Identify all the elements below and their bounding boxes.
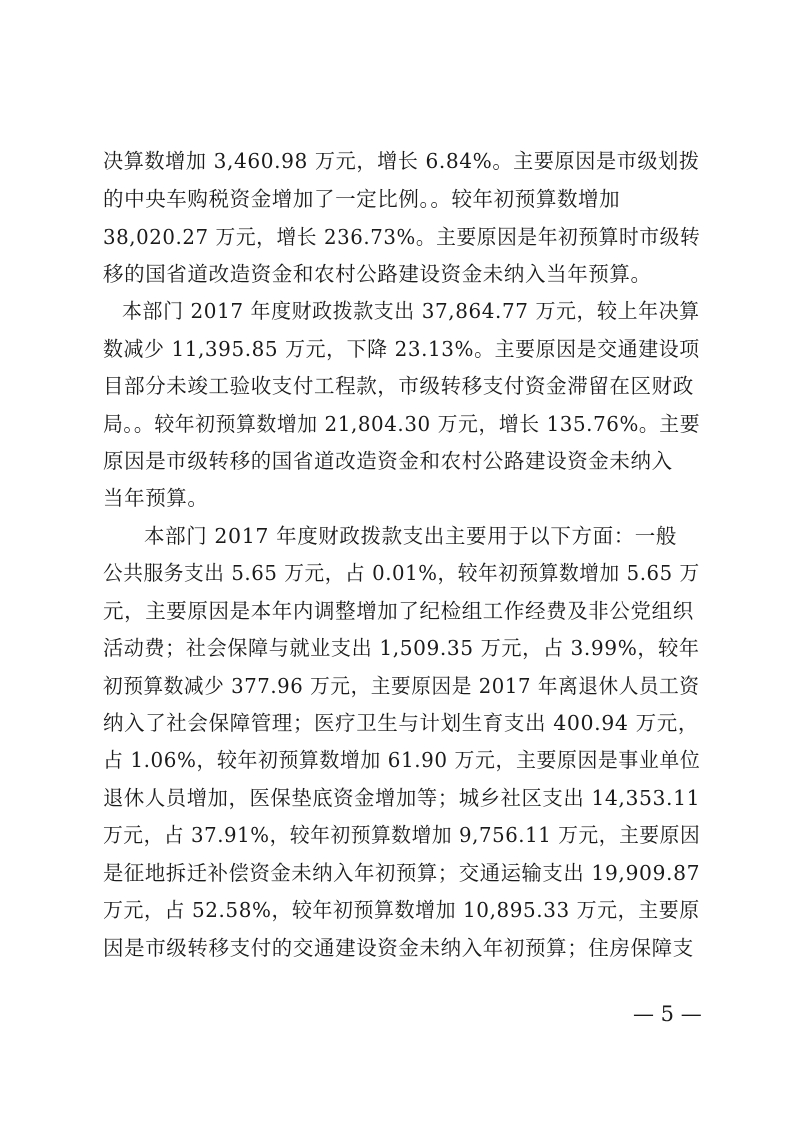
text-line: 移的国省道改造资金和农村公路建设资金未纳入当年预算。	[103, 262, 652, 286]
text-line: 原因是市级转移的国省道改造资金和农村公路建设资金未纳入	[103, 449, 673, 473]
text-line: 初预算数减少 377.96 万元，主要原因是 2017 年离退休人员工资	[103, 674, 700, 698]
text-line: 退休人员增加，医保垫底资金增加等；城乡社区支出 14,353.11	[103, 786, 701, 810]
text-line: 决算数增加 3,460.98 万元，增长 6.84%。主要原因是市级划拨	[103, 149, 700, 173]
text-line: 目部分未竣工验收支付工程款，市级转移支付资金滞留在区财政	[103, 374, 694, 398]
text-line: 局。。较年初预算数增加 21,804.30 万元，增长 135.76%。主要	[103, 412, 701, 436]
text-line: 的中央车购税资金增加了一定比例。。较年初预算数增加	[103, 187, 621, 211]
text-line: 数减少 11,395.85 万元，下降 23.13%。主要原因是交通建设项	[103, 337, 700, 361]
text-line: 公共服务支出 5.65 万元，占 0.01%，较年初预算数增加 5.65 万	[103, 561, 700, 585]
text-line: 纳入了社会保障管理；医疗卫生与计划生育支出 400.94 万元，	[103, 711, 699, 735]
text-line: 元，主要原因是本年内调整增加了纪检组工作经费及非公党组织	[103, 599, 694, 623]
text-line: 占 1.06%，较年初预算数增加 61.90 万元，主要原因是事业单位	[103, 748, 701, 772]
text-line: 38,020.27 万元，增长 236.73%。主要原因是年初预算时市级转	[103, 225, 701, 249]
text-line: 本部门 2017 年度财政拨款支出主要用于以下方面：一般	[144, 524, 678, 548]
text-line: 万元，占 37.91%，较年初预算数增加 9,756.11 万元，主要原因	[103, 823, 701, 847]
text-line: 活动费；社会保障与就业支出 1,509.35 万元，占 3.99%，较年	[103, 636, 700, 660]
text-line: 万元，占 52.58%，较年初预算数增加 10,895.33 万元，主要原	[103, 898, 700, 922]
text-line: 本部门 2017 年度财政拨款支出 37,864.77 万元，较上年决算	[122, 299, 700, 323]
text-line: 当年预算。	[103, 486, 209, 510]
text-line: 因是市级转移支付的交通建设资金未纳入年初预算；住房保障支	[103, 936, 694, 960]
page-number: — 5 —	[633, 1002, 702, 1026]
text-line: 是征地拆迁补偿资金未纳入年初预算；交通运输支出 19,909.87	[103, 861, 701, 885]
